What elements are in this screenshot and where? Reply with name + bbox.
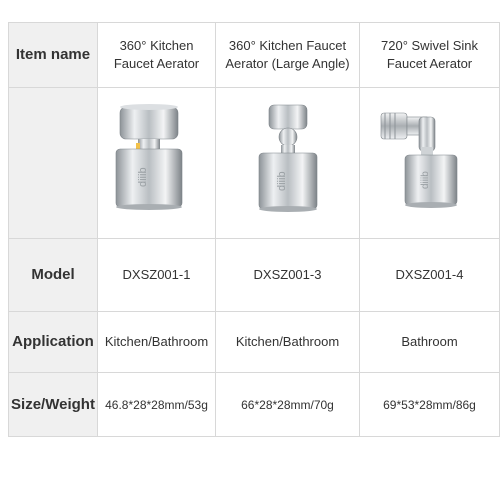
- faucet-aerator-360-icon: [102, 103, 212, 223]
- application-value-3: Bathroom: [401, 334, 458, 349]
- header-cell-product-3: [360, 23, 500, 88]
- model-cell-1: [98, 239, 216, 312]
- size-weight-label: Size/Weight: [11, 395, 95, 413]
- model-row: [9, 239, 500, 312]
- application-label-cell: [9, 312, 98, 373]
- model-label: Model: [31, 266, 75, 283]
- spec-table: [8, 22, 500, 437]
- model-cell-2: [216, 239, 360, 312]
- product-1-name: 360° Kitchen Faucet Aerator: [113, 38, 200, 71]
- product-1-image-cell: [98, 88, 216, 239]
- svg-text:diiib: diiib: [136, 167, 149, 187]
- product-2-image-cell: [216, 88, 360, 239]
- svg-text:diiib: diiib: [419, 171, 431, 189]
- image-label-cell: [9, 88, 98, 239]
- application-value-2: Kitchen/Bathroom: [235, 334, 340, 349]
- model-cell-3: [360, 239, 500, 312]
- model-value-2: DXSZ001-3: [253, 267, 322, 282]
- size-weight-label-cell: [9, 373, 98, 437]
- application-cell-1: [98, 312, 216, 373]
- size-weight-cell-2: [216, 373, 360, 437]
- application-label: Application: [12, 333, 94, 350]
- application-cell-3: [360, 312, 500, 373]
- header-label-cell: [9, 23, 98, 88]
- item-name-label: Item name: [15, 46, 91, 63]
- image-row: [9, 88, 500, 239]
- faucet-aerator-large-angle-icon: [233, 103, 343, 223]
- application-cell-2: [216, 312, 360, 373]
- header-cell-product-2: [216, 23, 360, 88]
- application-row: [9, 312, 500, 373]
- size-weight-row: [9, 373, 500, 437]
- size-weight-cell-1: [98, 373, 216, 437]
- model-label-cell: [9, 239, 98, 312]
- product-3-name: 720° Swivel Sink Faucet Aerator: [381, 38, 478, 71]
- header-cell-product-1: [98, 23, 216, 88]
- model-value-1: DXSZ001-1: [122, 267, 191, 282]
- header-row: [9, 23, 500, 88]
- product-2-name: 360° Kitchen Faucet Aerator (Large Angle): [225, 38, 350, 71]
- svg-text:diiib: diiib: [275, 171, 288, 191]
- size-weight-value-1: 46.8*28*28mm/53g: [105, 397, 208, 412]
- product-3-image-cell: [360, 88, 500, 239]
- model-value-3: DXSZ001-4: [395, 267, 464, 282]
- faucet-aerator-720-swivel-icon: [375, 103, 485, 223]
- size-weight-cell-3: [360, 373, 500, 437]
- size-weight-value-3: 69*53*28mm/86g: [383, 397, 476, 412]
- size-weight-value-2: 66*28*28mm/70g: [241, 397, 334, 412]
- application-value-1: Kitchen/Bathroom: [104, 334, 209, 349]
